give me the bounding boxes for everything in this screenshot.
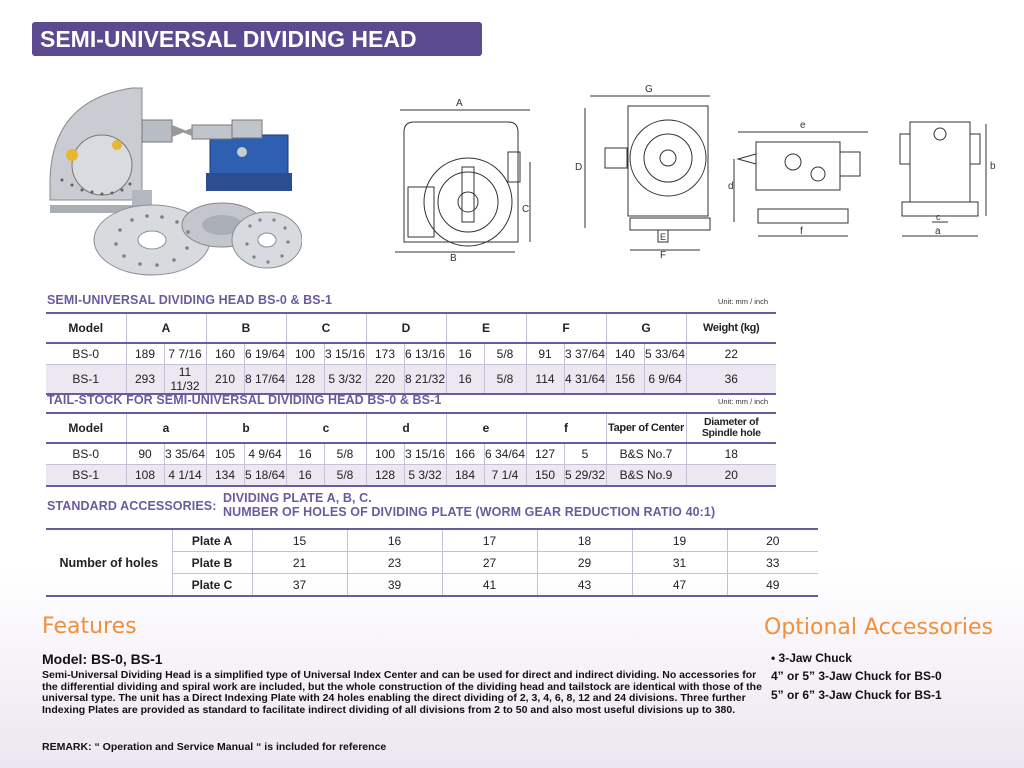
cell: 184 xyxy=(446,465,484,487)
col-g: G xyxy=(606,313,686,343)
cell: 47 xyxy=(632,574,727,597)
col-b: b xyxy=(206,413,286,443)
col-taper: Taper of Center xyxy=(606,413,686,443)
dim-e-upper: E xyxy=(660,232,667,242)
dim-e: e xyxy=(800,120,806,131)
dim-c: c xyxy=(936,212,941,222)
cell-taper: B&S No.9 xyxy=(606,465,686,487)
cell-model: BS-0 xyxy=(46,343,126,365)
cell: 39 xyxy=(347,574,442,597)
cell: 16 xyxy=(347,529,442,552)
accessories-label: STANDARD ACCESSORIES: xyxy=(47,499,217,513)
plate-name: Plate A xyxy=(172,529,252,552)
cell: 8 17/64 xyxy=(244,365,286,395)
cell: 18 xyxy=(537,529,632,552)
features-heading: Features xyxy=(42,614,137,639)
cell: 49 xyxy=(766,577,780,592)
cell: 166 xyxy=(446,443,484,465)
cell-taper: B&S No.7 xyxy=(606,443,686,465)
cell: 5/8 xyxy=(324,443,366,465)
cell: 3 15/16 xyxy=(324,343,366,365)
cell: 4 1/14 xyxy=(164,465,206,487)
col-f: F xyxy=(526,313,606,343)
cell-model: BS-1 xyxy=(46,365,126,395)
cell: 128 xyxy=(286,365,324,395)
col-a: A xyxy=(126,313,206,343)
cell: 140 xyxy=(606,343,644,365)
cell: 16 xyxy=(446,343,484,365)
cell: 220 xyxy=(366,365,404,395)
optional-accessories-heading: Optional Accessories xyxy=(764,615,993,640)
plate-name: Plate B xyxy=(172,552,252,574)
cell: 293 xyxy=(126,365,164,395)
optional-item: • 3-Jaw Chuck xyxy=(771,651,852,665)
tailstock-side-drawing xyxy=(728,114,878,244)
cell: 134 xyxy=(206,465,244,487)
dividing-head-front-drawing xyxy=(390,92,540,262)
dim-c-upper: C xyxy=(522,204,530,215)
cell-model: BS-0 xyxy=(46,443,126,465)
cell: 23 xyxy=(347,552,442,574)
cell: 5 xyxy=(564,443,606,465)
cell: 108 xyxy=(126,465,164,487)
dividing-head-end-drawing xyxy=(570,78,720,260)
cell: 16 xyxy=(286,465,324,487)
cell: 3 15/16 xyxy=(404,443,446,465)
col-spindle-diameter: Diameter of Spindle hole xyxy=(686,413,776,443)
cell: 160 xyxy=(206,343,244,365)
optional-item: 4” or 5” 3-Jaw Chuck for BS-0 xyxy=(771,669,942,683)
cell: 3 35/64 xyxy=(164,443,206,465)
cell: 17 xyxy=(442,529,537,552)
cell: 33 xyxy=(727,552,818,574)
dim-g-upper: G xyxy=(645,84,653,95)
cell: 6 13/16 xyxy=(404,343,446,365)
cell: 127 xyxy=(526,443,564,465)
plate-name: Plate C xyxy=(172,574,252,597)
col-c: c xyxy=(286,413,366,443)
table-row xyxy=(46,343,776,365)
cell: 156 xyxy=(606,365,644,395)
cell: 5 33/64 xyxy=(644,343,686,365)
tail-table-unit: Unit: mm / inch xyxy=(718,397,769,406)
cell-model: BS-1 xyxy=(46,465,126,487)
accessories-line-2: NUMBER OF HOLES OF DIVIDING PLATE (WORM GEAR REDUCTION RATIO 40:1) xyxy=(223,505,716,519)
cell: 210 xyxy=(206,365,244,395)
cell-weight: 22 xyxy=(686,343,776,365)
col-b: B xyxy=(206,313,286,343)
cell: 16 xyxy=(286,443,324,465)
features-description: Semi-Universal Dividing Head is a simplified type of Universal Index Center and can be used for direct and indirect dividing. No accessories for the differential dividing and spiral work are included, but the whole construction of the dividing head and tailstock are identical with those of the universal type. The unit has a Direct Indexing Plate with 24 holes enabling the direct dividing of 2, 3, 4, 6, 8, 12 and 24 divisions. Three further Indexing Plates are provided as standard to facilitate indirect dividing of all divisions from 2 to 50 and also most useful divisions up to 380. xyxy=(42,669,762,716)
cell: 37 xyxy=(252,574,347,597)
head-spec-table xyxy=(46,312,776,395)
cell: 20 xyxy=(727,529,818,552)
cell: 91 xyxy=(526,343,564,365)
cell: 29 xyxy=(537,552,632,574)
col-model: Model xyxy=(46,313,126,343)
dim-b-upper: B xyxy=(450,253,457,262)
dividing-plate-table xyxy=(46,528,818,597)
table-row xyxy=(46,529,818,552)
col-f: f xyxy=(526,413,606,443)
cell-diameter: 18 xyxy=(686,443,776,465)
cell: 19 xyxy=(632,529,727,552)
cell: 41 xyxy=(442,574,537,597)
optional-item: 5” or 6” 3-Jaw Chuck for BS-1 xyxy=(771,688,942,702)
accessories-line-1: DIVIDING PLATE A, B, C. xyxy=(223,491,372,505)
dim-a: a xyxy=(935,226,941,237)
cell: 105 xyxy=(206,443,244,465)
col-c: C xyxy=(286,313,366,343)
cell-weight: 36 xyxy=(686,365,776,395)
cell: 5 18/64 xyxy=(244,465,286,487)
col-e: E xyxy=(446,313,526,343)
dim-a-upper: A xyxy=(456,98,463,109)
tail-table-caption: TAIL-STOCK FOR SEMI-UNIVERSAL DIVIDING HEAD BS-0 & BS-1 xyxy=(47,393,442,407)
cell: 5 29/32 xyxy=(564,465,606,487)
head-table-unit: Unit: mm / inch xyxy=(718,297,769,306)
cell: 6 9/64 xyxy=(644,365,686,395)
cell: 6 19/64 xyxy=(244,343,286,365)
cell: 128 xyxy=(366,465,404,487)
cell: 6 34/64 xyxy=(484,443,526,465)
cell: 7 7/16 xyxy=(164,343,206,365)
cell: 90 xyxy=(126,443,164,465)
features-model: Model: BS-0, BS-1 xyxy=(42,651,163,667)
dim-b: b xyxy=(990,161,996,172)
cell: 27 xyxy=(442,552,537,574)
cell: 43 xyxy=(537,574,632,597)
cell: 21 xyxy=(252,552,347,574)
product-photo xyxy=(42,80,302,280)
cell: 114 xyxy=(526,365,564,395)
cell: 5 3/32 xyxy=(404,465,446,487)
cell: 5/8 xyxy=(484,343,526,365)
tailstock-end-drawing xyxy=(890,114,1000,244)
cell: 4 9/64 xyxy=(244,443,286,465)
cell: 8 21/32 xyxy=(404,365,446,395)
cell: 100 xyxy=(366,443,404,465)
cell: 189 xyxy=(126,343,164,365)
cell: 5 3/32 xyxy=(324,365,366,395)
dim-f-upper: F xyxy=(660,250,667,260)
cell: 7 1/4 xyxy=(484,465,526,487)
cell: 3 37/64 xyxy=(564,343,606,365)
tailstock-spec-table xyxy=(46,412,776,487)
dim-d: d xyxy=(728,181,734,192)
features-remark: REMARK: “ Operation and Service Manual “ is included for reference xyxy=(42,741,387,753)
cell: 5/8 xyxy=(484,365,526,395)
dim-d-upper: D xyxy=(575,162,583,173)
cell: 31 xyxy=(632,552,727,574)
page-title: SEMI-UNIVERSAL DIVIDING HEAD xyxy=(32,22,482,56)
cell: 11 11/32 xyxy=(164,365,206,395)
cell: 16 xyxy=(446,365,484,395)
head-table-caption: SEMI-UNIVERSAL DIVIDING HEAD BS-0 & BS-1 xyxy=(47,293,333,307)
table-row xyxy=(46,465,776,487)
cell: 173 xyxy=(366,343,404,365)
cell: 100 xyxy=(286,343,324,365)
col-d: d xyxy=(366,413,446,443)
cell: 150 xyxy=(526,465,564,487)
col-weight: Weight (kg) xyxy=(686,313,776,343)
cell-diameter: 20 xyxy=(686,465,776,487)
col-model: Model xyxy=(46,413,126,443)
col-e: e xyxy=(446,413,526,443)
number-of-holes-label: Number of holes xyxy=(46,529,172,596)
cell: 4 31/64 xyxy=(564,365,606,395)
col-a: a xyxy=(126,413,206,443)
cell: 15 xyxy=(252,529,347,552)
table-row xyxy=(46,365,776,395)
table-row xyxy=(46,443,776,465)
col-d: D xyxy=(366,313,446,343)
dim-f: f xyxy=(800,226,803,237)
cell: 5/8 xyxy=(324,465,366,487)
